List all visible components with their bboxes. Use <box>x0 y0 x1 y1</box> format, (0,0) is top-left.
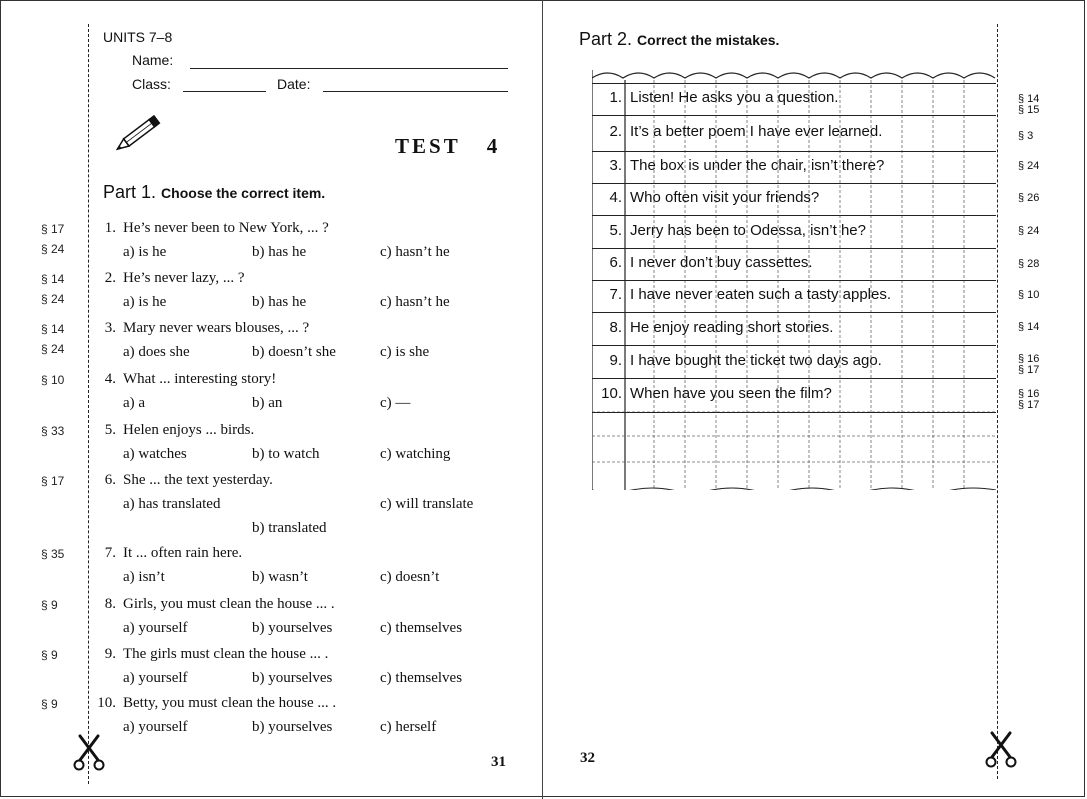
section-ref: § 16 <box>1018 388 1040 400</box>
question <box>90 646 328 663</box>
question-text: Betty, you must clean the house ... . <box>123 695 337 711</box>
item-refs <box>1018 131 1033 142</box>
name-field[interactable] <box>190 68 508 69</box>
option-a[interactable]: a) yourself <box>123 620 188 636</box>
item-sentence[interactable]: He enjoy reading short stories. <box>630 319 834 336</box>
row-divider <box>592 151 996 152</box>
page-number-right: 32 <box>580 750 595 766</box>
section-ref: § 17 <box>1018 364 1040 376</box>
question <box>90 422 254 439</box>
question <box>90 270 244 287</box>
question-number: 4. <box>104 371 116 387</box>
item-refs <box>1018 193 1039 204</box>
row-divider <box>592 83 996 84</box>
row-divider <box>592 412 996 413</box>
question-number: 6. <box>104 472 116 488</box>
item-number: 1. <box>609 89 622 106</box>
row-divider <box>592 248 996 249</box>
section-ref: § 17 <box>1018 399 1040 411</box>
question <box>90 596 335 613</box>
section-ref: § 17 <box>41 474 65 488</box>
section-ref: § 10 <box>41 373 65 387</box>
section-ref: § 14 <box>41 272 65 286</box>
item-refs <box>1018 322 1039 333</box>
question-text: It ... often rain here. <box>123 545 243 561</box>
section-ref: § 10 <box>1018 289 1040 301</box>
item-sentence[interactable]: Who often visit your friends? <box>630 189 820 206</box>
item-sentence[interactable]: When have you seen the film? <box>630 385 832 402</box>
question <box>90 545 242 562</box>
question-number: 8. <box>104 596 116 612</box>
question-number: 3. <box>104 320 116 336</box>
class-label: Class: <box>132 76 171 92</box>
question-text: She ... the text yesterday. <box>123 472 273 488</box>
item-refs <box>1018 161 1039 172</box>
scissors-icon <box>984 730 1018 770</box>
item-number: 7. <box>609 286 622 303</box>
item-refs <box>1018 290 1039 301</box>
item-sentence[interactable]: The box is under the chair, isn’t there? <box>630 157 885 174</box>
item-sentence[interactable]: Listen! He asks you a question. <box>630 89 839 106</box>
scissors-icon <box>72 733 106 773</box>
option-a[interactable]: a) has translated <box>123 496 221 512</box>
section-ref: § 24 <box>41 292 65 306</box>
section-ref: § 15 <box>1018 104 1040 116</box>
option-a[interactable]: a) watches <box>123 446 187 462</box>
row-divider <box>592 280 996 281</box>
question-number: 2. <box>104 270 116 286</box>
section-ref: § 33 <box>41 424 65 438</box>
section-ref: § 14 <box>1018 93 1040 105</box>
question-text: He’s never been to New York, ... ? <box>123 220 329 236</box>
row-divider <box>592 378 996 379</box>
option-b[interactable]: b) has he <box>252 294 307 310</box>
test-title: TEST 4 <box>395 134 501 158</box>
item-sentence[interactable]: Jerry has been to Odessa, isn’t he? <box>630 222 866 239</box>
row-divider <box>592 115 996 116</box>
section-ref: § 28 <box>1018 258 1040 270</box>
section-ref: § 35 <box>41 547 65 561</box>
option-a[interactable]: a) does she <box>123 344 190 360</box>
item-sentence[interactable]: I never don’t buy cassettes. <box>630 254 813 271</box>
question <box>90 371 276 388</box>
option-a[interactable]: a) a <box>123 395 146 411</box>
cut-line-left <box>88 24 89 784</box>
section-ref: § 24 <box>1018 225 1040 237</box>
question-text: The girls must clean the house ... . <box>123 646 329 662</box>
option-a[interactable]: a) yourself <box>123 719 188 735</box>
section-ref: § 14 <box>41 322 65 336</box>
row-divider <box>592 183 996 184</box>
option-a[interactable]: a) isn’t <box>123 569 165 585</box>
option-c[interactable]: c) is she <box>380 344 430 360</box>
date-field[interactable] <box>323 91 508 92</box>
class-field[interactable] <box>183 91 266 92</box>
page-number-left: 31 <box>491 754 506 770</box>
part1-heading: Part 1. Choose the correct item. <box>103 182 326 202</box>
part2-heading: Part 2. Correct the mistakes. <box>579 29 780 49</box>
section-ref: § 24 <box>1018 160 1040 172</box>
option-c[interactable]: c) will translate <box>380 496 474 512</box>
question-number: 1. <box>104 220 116 236</box>
question-number: 10. <box>97 695 116 711</box>
question <box>90 220 329 237</box>
option-a[interactable]: a) is he <box>123 294 167 310</box>
question-text: What ... interesting story! <box>123 371 277 387</box>
item-number: 5. <box>609 222 622 239</box>
option-c[interactable]: c) watching <box>380 446 451 462</box>
option-b[interactable]: b) translated <box>252 520 327 536</box>
item-refs <box>1018 259 1039 270</box>
item-number: 4. <box>609 189 622 206</box>
question-text: Helen enjoys ... birds. <box>123 422 255 438</box>
option-a[interactable]: a) yourself <box>123 670 188 686</box>
date-label: Date: <box>277 76 311 92</box>
section-ref: § 17 <box>41 222 65 236</box>
item-number: 8. <box>609 319 622 336</box>
option-b[interactable]: b) yourselves <box>252 620 333 636</box>
option-a[interactable]: a) is he <box>123 244 167 260</box>
question-text: Mary never wears blouses, ... ? <box>123 320 310 336</box>
item-refs <box>1018 94 1039 116</box>
item-number: 6. <box>609 254 622 271</box>
item-refs <box>1018 226 1039 237</box>
item-refs <box>1018 354 1039 376</box>
option-b[interactable]: b) yourselves <box>252 719 333 735</box>
option-c[interactable]: c) — <box>380 395 411 411</box>
option-b[interactable]: b) to watch <box>252 446 320 462</box>
section-ref: § 9 <box>41 697 58 711</box>
name-label: Name: <box>132 52 174 68</box>
option-b[interactable]: b) has he <box>252 244 307 260</box>
row-divider <box>592 312 996 313</box>
section-ref: § 9 <box>41 598 58 612</box>
option-b[interactable]: b) wasn’t <box>252 569 308 585</box>
question-text: He’s never lazy, ... ? <box>123 270 245 286</box>
option-c[interactable]: c) herself <box>380 719 437 735</box>
option-b[interactable]: b) an <box>252 395 283 411</box>
section-ref: § 14 <box>1018 321 1040 333</box>
question-number: 7. <box>104 545 116 561</box>
units-label: UNITS 7–8 <box>103 29 173 45</box>
question-number: 9. <box>104 646 116 662</box>
row-divider <box>592 345 996 346</box>
question <box>90 472 273 489</box>
section-ref: § 3 <box>1018 130 1034 142</box>
section-ref: § 9 <box>41 648 58 662</box>
option-c[interactable]: c) hasn’t he <box>380 244 450 260</box>
pencil-icon <box>110 110 170 158</box>
option-c[interactable]: c) themselves <box>380 670 463 686</box>
option-c[interactable]: c) themselves <box>380 620 463 636</box>
option-c[interactable]: c) doesn’t <box>380 569 440 585</box>
item-number: 10. <box>601 385 622 402</box>
option-c[interactable]: c) hasn’t he <box>380 294 450 310</box>
section-ref: § 16 <box>1018 353 1040 365</box>
item-sentence[interactable]: I have bought the ticket two days ago. <box>630 352 882 369</box>
row-divider <box>592 215 996 216</box>
item-sentence[interactable]: It’s a better poem I have ever learned. <box>630 123 883 140</box>
cut-line-right <box>997 24 998 779</box>
item-number: 2. <box>609 123 622 140</box>
item-refs <box>1018 389 1039 411</box>
option-b[interactable]: b) doesn’t she <box>252 344 336 360</box>
question <box>90 320 309 337</box>
option-b[interactable]: b) yourselves <box>252 670 333 686</box>
section-ref: § 24 <box>41 342 65 356</box>
section-ref: § 24 <box>41 242 65 256</box>
book-spine <box>542 0 543 799</box>
section-ref: § 26 <box>1018 192 1040 204</box>
question-text: Girls, you must clean the house ... . <box>123 596 335 612</box>
question-number: 5. <box>104 422 116 438</box>
item-number: 9. <box>609 352 622 369</box>
notebook-sheet <box>592 70 996 490</box>
item-number: 3. <box>609 157 622 174</box>
question <box>90 695 336 712</box>
item-sentence[interactable]: I have never eaten such a tasty apples. <box>630 286 891 303</box>
